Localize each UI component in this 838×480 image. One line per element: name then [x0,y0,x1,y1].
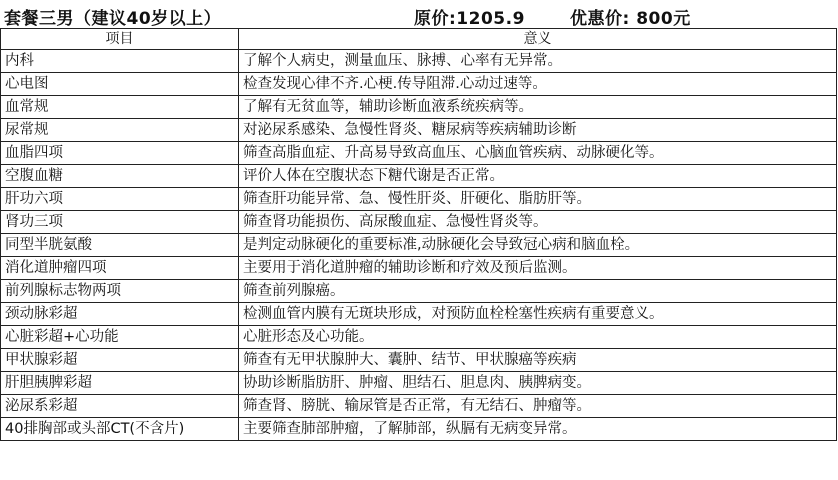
checkup-items-table [0,28,837,441]
item-meaning: 了解个人病史，测量血压、脉搏、心率有无异常。 [239,50,837,73]
item-name: 40排胸部或头部CT(不含片) [1,418,239,441]
item-meaning: 筛查肾功能损伤、高尿酸血症、急慢性肾炎等。 [239,211,837,234]
item-meaning: 筛查前列腺癌。 [239,280,837,303]
item-meaning: 主要用于消化道肿瘤的辅助诊断和疗效及预后监测。 [239,257,837,280]
item-name: 心电图 [1,73,239,96]
item-name: 肝功六项 [1,188,239,211]
item-name: 颈动脉彩超 [1,303,239,326]
item-name: 内科 [1,50,239,73]
item-meaning: 主要筛查肺部肿瘤，了解肺部，纵膈有无病变异常。 [239,418,837,441]
table-row [1,142,837,165]
table-row [1,188,837,211]
item-meaning: 评价人体在空腹状态下糖代谢是否正常。 [239,165,837,188]
column-header-meaning: 意义 [239,29,837,50]
item-meaning: 对泌尿系感染、急慢性肾炎、糖尿病等疾病辅助诊断 [239,119,837,142]
column-header-item: 项目 [1,29,239,50]
table-row [1,50,837,73]
item-name: 尿常规 [1,119,239,142]
table-row [1,73,837,96]
item-name: 前列腺标志物两项 [1,280,239,303]
item-name: 空腹血糖 [1,165,239,188]
item-name: 消化道肿瘤四项 [1,257,239,280]
table-row [1,165,837,188]
item-name: 血常规 [1,96,239,119]
original-price: 原价:1205.9 [414,9,525,29]
item-name: 心脏彩超+心功能 [1,326,239,349]
item-meaning: 筛查高脂血症、升高易导致高血压、心脑血管疾病、动脉硬化等。 [239,142,837,165]
item-name: 肾功三项 [1,211,239,234]
item-meaning: 检查发现心律不齐.心梗.传导阻滞.心动过速等。 [239,73,837,96]
table-row [1,96,837,119]
item-name: 甲状腺彩超 [1,349,239,372]
item-meaning: 筛查肝功能异常、急、慢性肝炎、肝硬化、脂肪肝等。 [239,188,837,211]
item-meaning: 心脏形态及心功能。 [239,326,837,349]
table-row [1,349,837,372]
table-row [1,303,837,326]
item-name: 泌尿系彩超 [1,395,239,418]
table-row [1,372,837,395]
package-header [0,0,838,28]
item-name: 肝胆胰脾彩超 [1,372,239,395]
item-meaning: 了解有无贫血等，辅助诊断血液系统疾病等。 [239,96,837,119]
table-row [1,280,837,303]
table-row [1,234,837,257]
table-row [1,211,837,234]
item-meaning: 协助诊断脂肪肝、肿瘤、胆结石、胆息肉、胰脾病变。 [239,372,837,395]
table-header-row [1,29,837,50]
table-row [1,395,837,418]
table-row [1,119,837,142]
table-row [1,326,837,349]
item-meaning: 筛查肾、膀胱、输尿管是否正常，有无结石、肿瘤等。 [239,395,837,418]
item-meaning: 筛查有无甲状腺肿大、囊肿、结节、甲状腺癌等疾病 [239,349,837,372]
item-meaning: 检测血管内膜有无斑块形成，对预防血栓栓塞性疾病有重要意义。 [239,303,837,326]
table-row [1,257,837,280]
package-title: 套餐三男（建议40岁以上） [4,9,222,29]
item-meaning: 是判定动脉硬化的重要标准,动脉硬化会导致冠心病和脑血栓。 [239,234,837,257]
discount-price: 优惠价: 800元 [570,9,691,29]
item-name: 同型半胱氨酸 [1,234,239,257]
item-name: 血脂四项 [1,142,239,165]
table-row [1,418,837,441]
